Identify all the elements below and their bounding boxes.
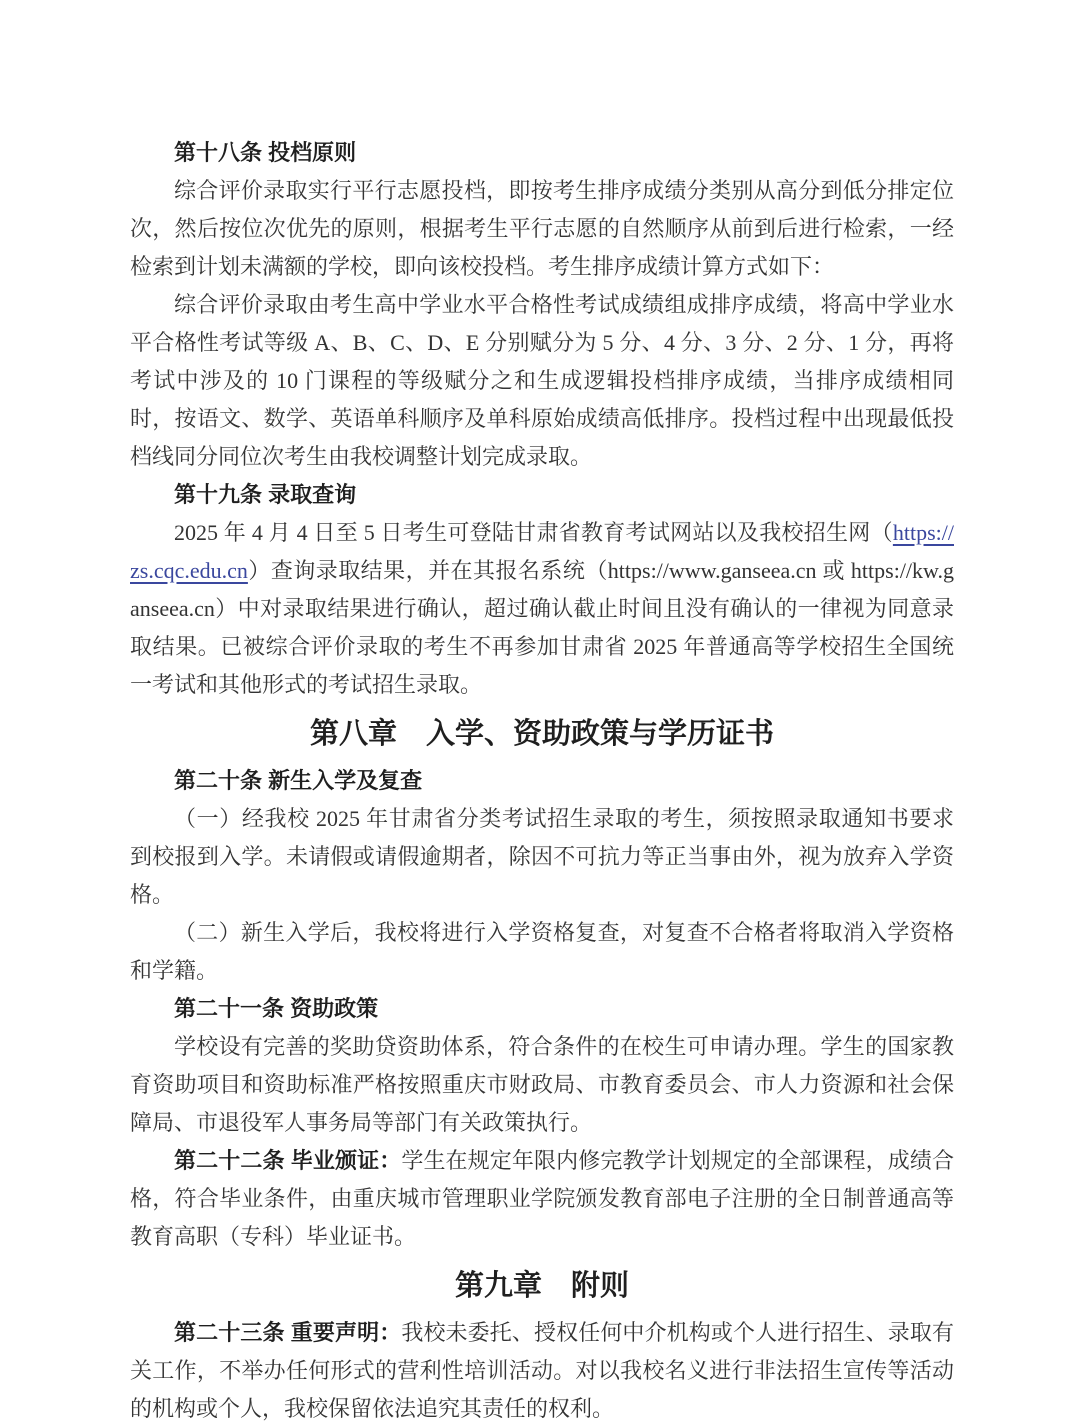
article-runin-label-23: 第二十三条 重要声明： [174, 1320, 402, 1345]
paragraph-graduation-certificate [130, 1142, 954, 1256]
article-heading-20: 第二十条 新生入学及复查 [174, 768, 423, 793]
admissions-website-link[interactable]: https://zs.cqc.edu.cn [130, 520, 954, 583]
graduation-certificate-text: 学生在规定年限内修完教学计划规定的全部课程，成绩合格，符合毕业条件，由重庆城市管理职业学院颁发教育部电子注册的全日制普通高等教育高职（专科）毕业证书。 [130, 1148, 954, 1249]
admission-query-text-before-link: 2025 年 4 月 4 日至 5 日考生可登陆甘肃省教育考试网站以及我校招生网（ [174, 520, 893, 545]
paragraph-admission-query [130, 514, 954, 704]
important-statement-text: 我校未委托、授权任何中介机构或个人进行招生、录取有关工作，不举办任何形式的营利性培训活动。对以我校名义进行非法招生宣传等活动的机构或个人，我校保留依法追究其责任的权利。 [130, 1320, 954, 1421]
chapter-heading-8: 第八章 入学、资助政策与学历证书 [309, 718, 774, 750]
paragraph-important-statement [130, 1314, 954, 1424]
paragraph-enrollment-item-1: （一）经我校 2025 年甘肃省分类考试招生录取的考生，须按照录取通知书要求到校报到入学。未请假或请假逾期者，除因不可抗力等正当事由外，视为放弃入学资格。 [130, 806, 954, 907]
chapter-heading-9: 第九章 附则 [454, 1270, 629, 1302]
article-heading-18: 第十八条 投档原则 [174, 140, 357, 165]
admission-query-text-after-link: ）查询录取结果，并在其报名系统（https://www.ganseea.cn 或 https://kw.ganseea.cn）中对录取结果进行确认，超过确认截止时间且没有确认的一律视为同意录取结果。已被综合评价录取的考生不再参加甘肃省 2025 年普通高等学校招生全国统一考试和其他形式的考试招生录取。 [130, 558, 954, 697]
paragraph-financial-aid: 学校设有完善的奖助贷资助体系，符合条件的在校生可申请办理。学生的国家教育资助项目和资助标准严格按照重庆市财政局、市教育委员会、市人力资源和社会保障局、市退役军人事务局等部门有关政策执行。 [130, 1034, 954, 1135]
article-heading-19: 第十九条 录取查询 [174, 482, 357, 507]
article-heading-21: 第二十一条 资助政策 [174, 996, 379, 1021]
paragraph-dispatch-rules-2: 综合评价录取由考生高中学业水平合格性考试成绩组成排序成绩，将高中学业水平合格性考试等级 A、B、C、D、E 分别赋分为 5 分、4 分、3 分、2 分、1 分，再将考试中涉及的 10 门课程的等级赋分之和生成逻辑投档排序成绩，当排序成绩相同时，按语文、数学、英语单科顺序及单科原始成绩高低排序。投档过程中出现最低投档线同分同位次考生由我校调整计划完成录取。 [130, 292, 954, 469]
article-runin-label-22: 第二十二条 毕业颁证： [174, 1148, 402, 1173]
paragraph-dispatch-rules-1: 综合评价录取实行平行志愿投档，即按考生排序成绩分类别从高分到低分排定位次，然后按位次优先的原则，根据考生平行志愿的自然顺序从前到后进行检索，一经检索到计划未满额的学校，即向该校投档。考生排序成绩计算方式如下： [130, 178, 954, 279]
paragraph-enrollment-item-2: （二）新生入学后，我校将进行入学资格复查，对复查不合格者将取消入学资格和学籍。 [130, 920, 954, 983]
